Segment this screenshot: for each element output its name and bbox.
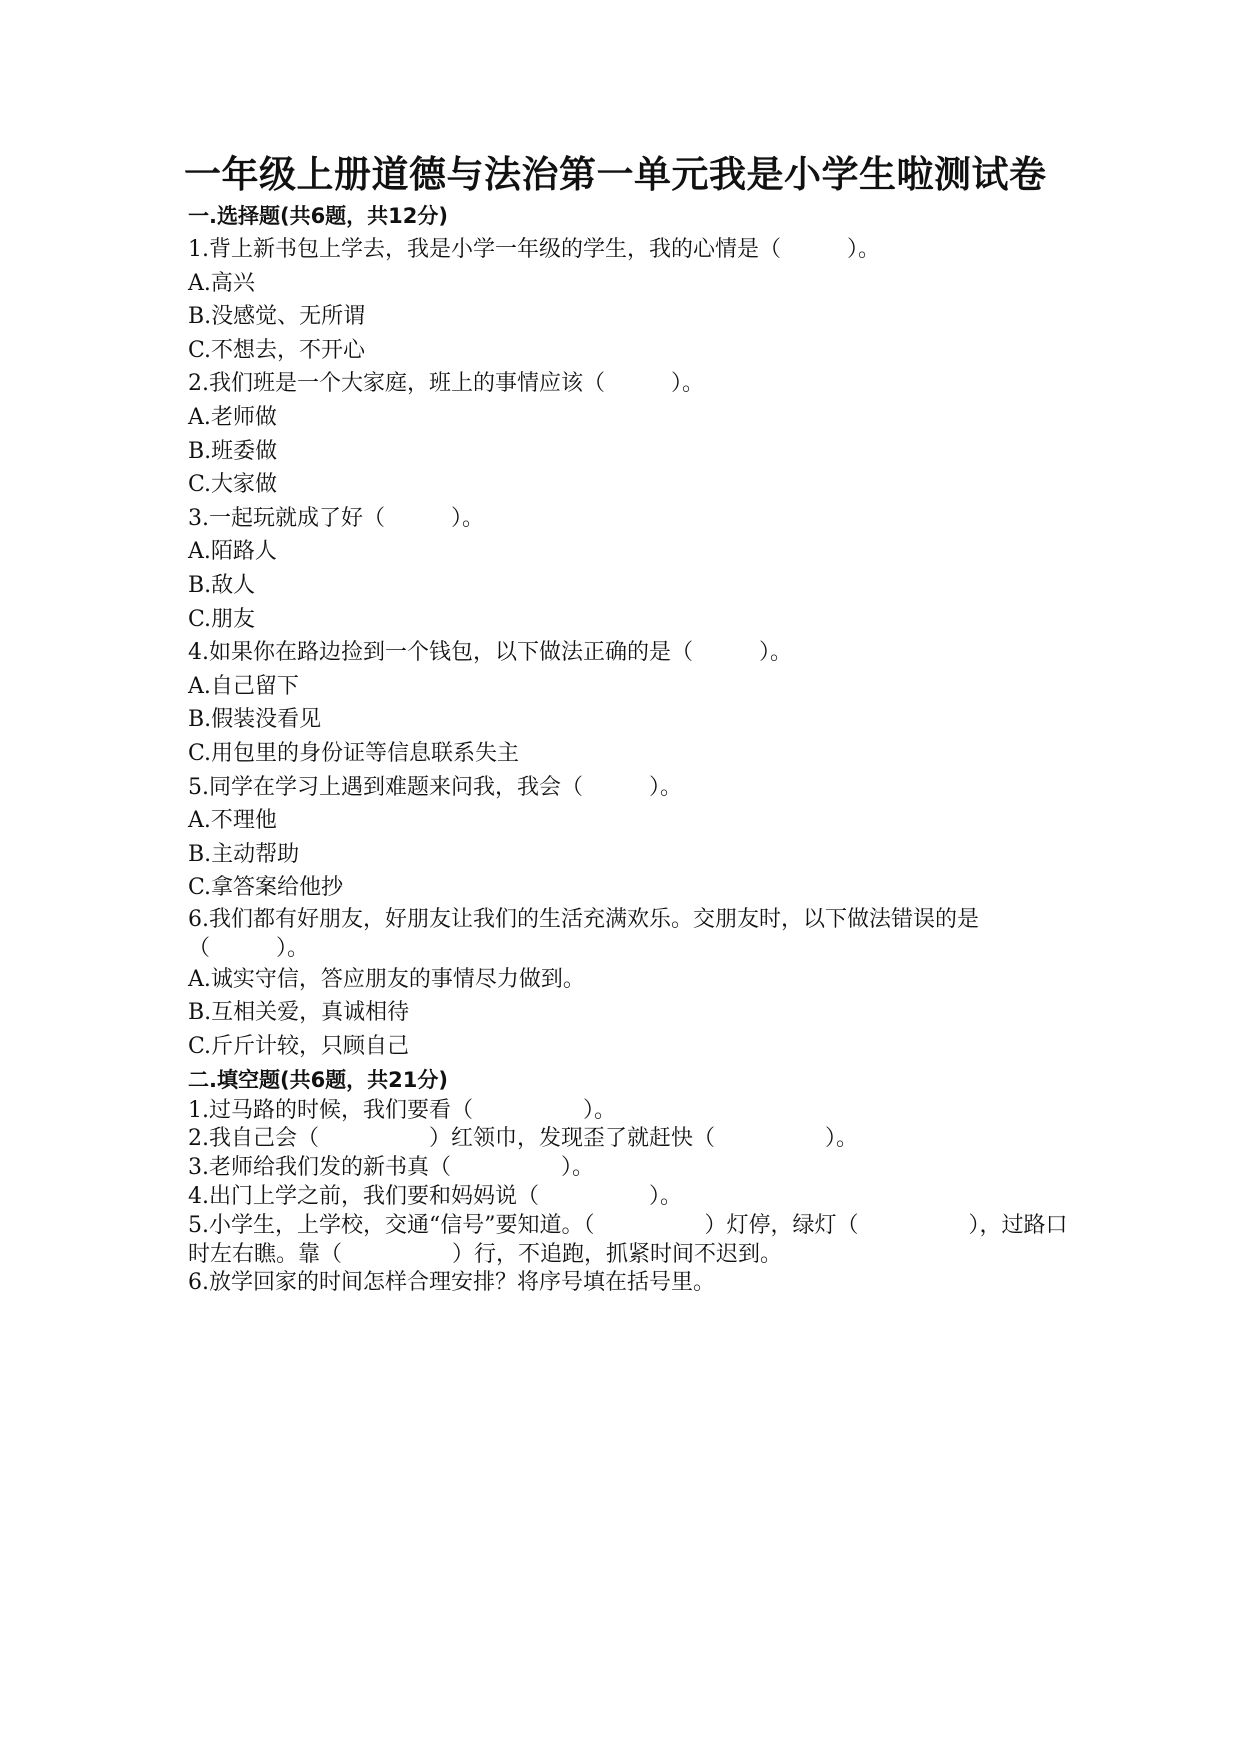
option-c: C.不想去，不开心	[188, 337, 366, 363]
fill-item-1: 1.过马路的时候，我们要看（ ）。	[188, 1097, 616, 1123]
option-a: A.诚实守信，答应朋友的事情尽力做到。	[188, 966, 585, 992]
fill-item-2: 2.我自己会（ ）红领巾，发现歪了就赶快（ ）。	[188, 1126, 858, 1152]
option-a: A.高兴	[188, 270, 255, 296]
fill-item-4: 4.出门上学之前，我们要和妈妈说（ ）。	[188, 1184, 682, 1210]
option-c: C.斤斤计较，只顾自己	[188, 1034, 410, 1060]
option-c: C.拿答案给他抄	[188, 875, 344, 901]
section-heading-fill: 二.填空题(共6题，共21分)	[188, 1067, 449, 1092]
question-stem: 3.一起玩就成了好（ ）。	[188, 505, 484, 531]
question-2	[188, 367, 1068, 501]
option-b: B.没感觉、无所谓	[188, 304, 366, 330]
exam-title: 一年级上册道德与法治第一单元我是小学生啦测试卷	[184, 153, 1047, 196]
option-b: B.主动帮助	[188, 841, 300, 867]
question-4	[188, 636, 1068, 770]
option-a: A.自己留下	[188, 673, 299, 699]
question-3	[188, 502, 1068, 636]
question-stem: 2.我们班是一个大家庭，班上的事情应该（ ）。	[188, 371, 704, 397]
option-a: A.陌路人	[188, 539, 277, 565]
option-b: B.互相关爱，真诚相待	[188, 1000, 410, 1026]
option-a: A.不理他	[188, 808, 277, 834]
option-c: C.用包里的身份证等信息联系失主	[188, 740, 520, 766]
section-heading-choice: 一.选择题(共6题，共12分)	[188, 204, 449, 228]
fill-item-3: 3.老师给我们发的新书真（ ）。	[188, 1155, 594, 1181]
exam-page	[184, 150, 1068, 1298]
question-stem: 5.同学在学习上遇到难题来问我，我会（ ）。	[188, 774, 682, 800]
question-6	[188, 905, 1068, 1064]
option-c: C.大家做	[188, 472, 278, 498]
option-a: A.老师做	[188, 404, 277, 430]
question-5	[188, 771, 1068, 905]
question-stem: 6.我们都有好朋友，好朋友让我们的生活充满欢乐。交朋友时，以下做法错误的是（ ）。	[188, 906, 979, 961]
option-c: C.朋友	[188, 606, 256, 632]
fill-item-6: 6.放学回家的时间怎样合理安排？将序号填在括号里。	[188, 1270, 715, 1296]
question-stem: 1.背上新书包上学去，我是小学一年级的学生，我的心情是（ ）。	[188, 237, 880, 262]
question-1	[188, 233, 1068, 367]
option-b: B.假装没看见	[188, 707, 322, 733]
fill-item-5: 5.小学生，上学校，交通“信号”要知道。（ ）灯停，绿灯（ ），过路口时左右瞧。靠（ ）行，不追跑，抓紧时间不迟到。	[188, 1212, 1068, 1267]
option-b: B.敌人	[188, 572, 256, 598]
question-stem: 4.如果你在路边捡到一个钱包，以下做法正确的是（ ）。	[188, 640, 792, 666]
option-b: B.班委做	[188, 438, 278, 464]
